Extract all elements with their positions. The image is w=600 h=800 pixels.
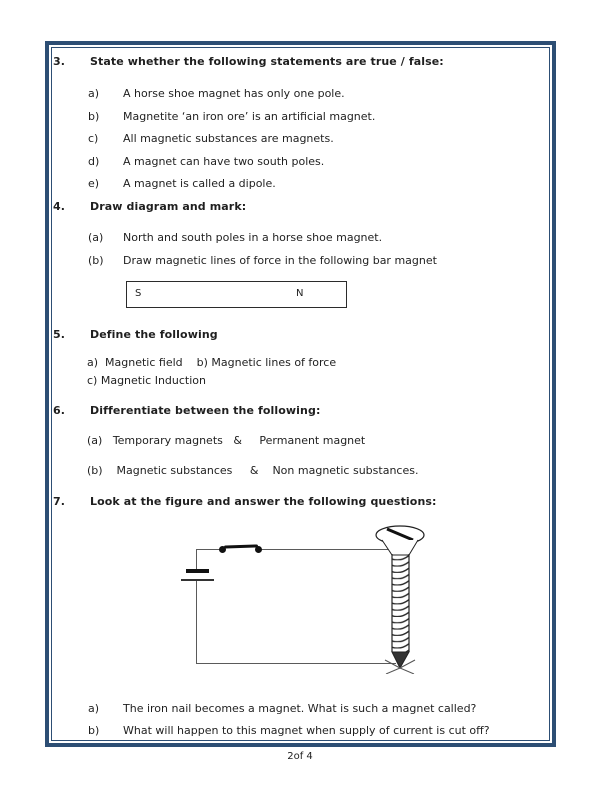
wire (196, 549, 197, 569)
item-label: b) (88, 724, 100, 737)
comparison-line-text: (b) Magnetic substances & Non magnetic substances. (87, 464, 419, 477)
question-4-title: Draw diagram and mark: (90, 200, 247, 213)
item-text: All magnetic substances are magnets. (123, 132, 334, 145)
item-text: North and south poles in a horse shoe magnet. (123, 231, 383, 244)
item-text: The iron nail becomes a magnet. What is such a magnet called? (123, 702, 477, 715)
item-text: Draw magnetic lines of force in the following bar magnet (123, 254, 437, 267)
south-pole-label: S (135, 288, 142, 299)
item-label: a) (88, 702, 100, 715)
item-label: b) (88, 110, 100, 123)
item-label: a) (88, 87, 100, 100)
definition-line-text: a) Magnetic field b) Magnetic lines of force (87, 356, 337, 369)
definition-line (0, 374, 600, 402)
item-label: (a) (88, 231, 104, 244)
question-5-number: 5. (53, 328, 66, 341)
item-text: A magnet can have two south poles. (123, 155, 325, 168)
item-label: d) (88, 155, 100, 168)
question-3-number: 3. (53, 55, 66, 68)
question-5-title: Define the following (90, 328, 218, 341)
item-text: Magnetite ‘an iron ore’ is an artificial magnet. (123, 110, 376, 123)
definition-line-text: c) Magnetic Induction (87, 374, 206, 387)
north-pole-label: N (296, 288, 304, 299)
comparison-line (0, 434, 600, 462)
iron-screw-nail-icon (372, 522, 428, 674)
question-4-number: 4. (53, 200, 66, 213)
bar-magnet-diagram (126, 281, 347, 308)
question-7-heading (0, 495, 600, 537)
question-6-title: Differentiate between the following: (90, 404, 321, 417)
page-number: 2of 4 (287, 751, 313, 762)
battery-plate-long (181, 579, 214, 581)
wire (196, 663, 396, 664)
comparison-line (0, 464, 600, 492)
battery-plate-short (186, 569, 209, 573)
wire (196, 581, 197, 663)
item-text: A magnet is called a dipole. (123, 177, 276, 190)
question-6-number: 6. (53, 404, 66, 417)
item-text: A horse shoe magnet has only one pole. (123, 87, 345, 100)
question-7-title: Look at the figure and answer the following questions: (90, 495, 437, 508)
question-7-number: 7. (53, 495, 66, 508)
item-label: e) (88, 177, 100, 190)
comparison-line-text: (a) Temporary magnets & Permanent magnet (87, 434, 366, 447)
item-label: (b) (88, 254, 104, 267)
item-text: What will happen to this magnet when supply of current is cut off? (123, 724, 490, 737)
item-label: c) (88, 132, 99, 145)
question-3-title: State whether the following statements are true / false: (90, 55, 444, 68)
